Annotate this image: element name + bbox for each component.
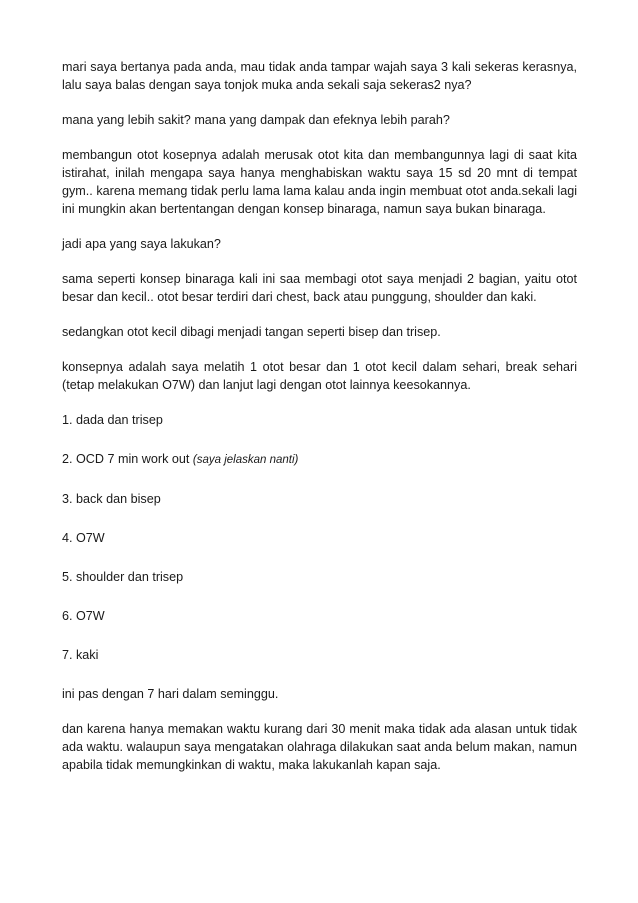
schedule-item-2 [62, 450, 577, 469]
document-page [62, 58, 577, 791]
schedule-item-text: 3. back dan bisep [62, 492, 161, 506]
paragraph-small-muscles: sedangkan otot kecil dibagi menjadi tangan seperti bisep dan trisep. [62, 325, 441, 339]
schedule-item-6 [62, 607, 577, 625]
paragraph-seven-days: ini pas dengan 7 hari dalam seminggu. [62, 687, 279, 701]
paragraph-no-excuse: dan karena hanya memakan waktu kurang dari 30 menit maka tidak ada alasan untuk tidak ada waktu. walaupun saya mengatakan olahraga dilakukan saat anda belum makan, namun apabila tidak memungkinkan di waktu, maka lakukanlah kapan saja. [62, 722, 577, 772]
schedule-item-7 [62, 646, 577, 664]
paragraph-muscle-concept: membangun otot kosepnya adalah merusak otot kita dan membangunnya lagi di saat kita istirahat, inilah mengapa saya hanya menghabiskan waktu saya 15 sd 20 mnt di tempat gym.. karena memang tidak perlu lama lama kalau anda ingin membuat otot anda.sekali lagi ini mungkin akan bertentangan dengan konsep binaraga, namun saya bukan binaraga. [62, 148, 577, 216]
schedule-item-text: 4. O7W [62, 531, 105, 545]
schedule-list [62, 411, 577, 664]
paragraph-which-hurts-more: mana yang lebih sakit? mana yang dampak dan efeknya lebih parah? [62, 113, 450, 127]
paragraph-question: mari saya bertanya pada anda, mau tidak anda tampar wajah saya 3 kali sekeras kerasnya, lalu saya balas dengan saya tonjok muka anda sekali saja sekeras2 nya? [62, 60, 577, 92]
paragraph-what-i-do: jadi apa yang saya lakukan? [62, 237, 221, 251]
schedule-item-1 [62, 411, 577, 429]
schedule-item-text: 5. shoulder dan trisep [62, 570, 184, 584]
schedule-item-4 [62, 529, 577, 547]
schedule-item-text: 7. kaki [62, 648, 99, 662]
schedule-item-text: 6. O7W [62, 609, 105, 623]
schedule-item-text: 2. OCD 7 min work out [62, 452, 190, 466]
schedule-item-3 [62, 490, 577, 508]
paragraph-training-concept: konsepnya adalah saya melatih 1 otot besar dan 1 otot kecil dalam sehari, break sehari (tetap melakukan O7W) dan lanjut lagi dengan otot lainnya keesokannya. [62, 360, 577, 392]
schedule-item-text: 1. dada dan trisep [62, 413, 163, 427]
schedule-item-5 [62, 568, 577, 586]
schedule-item-note: (saya jelaskan nanti) [192, 454, 299, 466]
paragraph-muscle-split: sama seperti konsep binaraga kali ini saa membagi otot saya menjadi 2 bagian, yaitu otot besar dan kecil.. otot besar terdiri dari chest, back atau punggung, shoulder dan kaki. [62, 272, 577, 304]
